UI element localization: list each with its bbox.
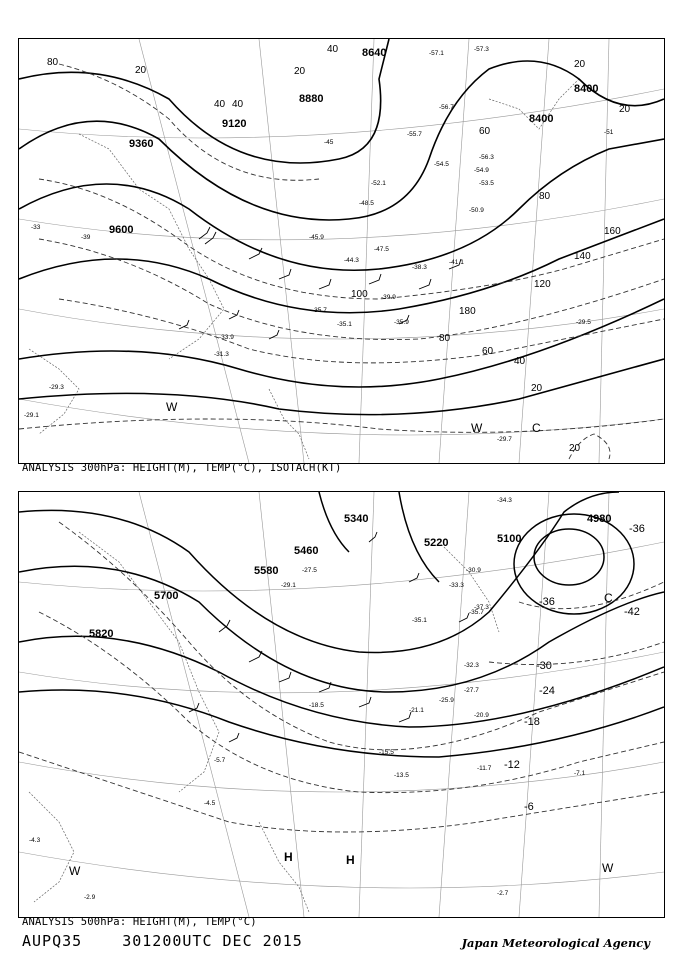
warm-region-marker: W — [471, 421, 483, 435]
chart-500hpa-caption: ANALYSIS 500hPa: HEIGHT(M), TEMP(°C) — [22, 916, 257, 928]
temp-label: -11.7 — [477, 765, 492, 772]
temp-label: -55.7 — [407, 131, 422, 138]
temp-label: -31.3 — [214, 351, 229, 358]
temp-label: -35.7 — [312, 307, 327, 314]
temp-label: -35.1 — [337, 321, 352, 328]
isotach-label: 20 — [294, 66, 306, 77]
coastlines — [29, 532, 499, 912]
height-label: 5340 — [344, 513, 369, 525]
temp-label: -41.1 — [449, 259, 464, 266]
temp-label: -39 — [81, 234, 91, 241]
graticule — [19, 39, 664, 463]
chart-300hpa-map — [19, 39, 664, 463]
temp-label: -35.7 — [469, 609, 484, 616]
temp-label: -47.5 — [374, 246, 389, 253]
isotherm-label: -18 — [524, 716, 540, 728]
temp-label: -2.9 — [84, 894, 96, 901]
temp-label: -37.3 — [474, 604, 489, 611]
temp-label: -21.1 — [409, 707, 424, 714]
height-label: 9360 — [129, 138, 154, 150]
temp-label: -57.3 — [474, 46, 489, 53]
height-label: 5100 — [497, 533, 522, 545]
high-pressure-marker: H — [346, 853, 355, 867]
isotherm-label: -12 — [504, 759, 520, 771]
temp-label: -51 — [604, 129, 614, 136]
isotach-label: 140 — [574, 251, 591, 262]
isotach-label: 160 — [604, 226, 621, 237]
height-label: 4980 — [587, 513, 612, 525]
temp-label: -33.9 — [219, 334, 234, 341]
isotherm-label: -36 — [539, 596, 555, 608]
temp-label: -38.3 — [412, 264, 427, 271]
temp-label: -29.1 — [281, 582, 296, 589]
height-label: 8400 — [529, 113, 554, 125]
temp-label: -44.3 — [344, 257, 359, 264]
isotach-label: 20 — [135, 65, 147, 76]
isotach-label: 60 — [482, 346, 494, 357]
height-label: 5700 — [154, 590, 179, 602]
isotherm-label: -24 — [539, 685, 555, 697]
isotach-label: 100 — [351, 289, 368, 300]
isotherm-label: -36 — [629, 523, 645, 535]
temp-label: -45 — [324, 139, 334, 146]
bulletin-header — [22, 932, 333, 950]
isotach-label: 20 — [619, 104, 631, 115]
warm-region-marker: W — [602, 861, 614, 875]
temp-label: -27.5 — [302, 567, 317, 574]
chart-300hpa-caption: ANALYSIS 300hPa: HEIGHT(M), TEMP(°C), ISOTACH(KT) — [22, 462, 342, 474]
isotach-label: 40 — [514, 356, 526, 367]
high-pressure-marker: H — [284, 850, 293, 864]
isotach-label: 40 — [327, 44, 339, 55]
isotach-label: 40 — [214, 99, 226, 110]
temp-label: -56.7 — [439, 104, 454, 111]
temp-label: -39.9 — [381, 294, 396, 301]
temp-label: -34.3 — [497, 497, 512, 504]
temp-label: -48.5 — [359, 200, 374, 207]
temp-label: -33 — [31, 224, 41, 231]
temp-label: -54.9 — [474, 167, 489, 174]
warm-region-marker: W — [166, 400, 178, 414]
isotach-label: 20 — [574, 59, 586, 70]
height-label: 5820 — [89, 628, 114, 640]
temp-label: -4.3 — [29, 837, 41, 844]
temp-label: -35.9 — [394, 319, 409, 326]
isotherm-label: -42 — [624, 606, 640, 618]
temp-label: -32.3 — [464, 662, 479, 669]
chart-300hpa — [18, 38, 665, 464]
temp-label: -4.5 — [204, 800, 216, 807]
temp-label: -53.5 — [479, 180, 494, 187]
isotach-label: 180 — [459, 306, 476, 317]
chart-500hpa — [18, 491, 665, 918]
temp-label: -57.1 — [429, 50, 444, 57]
temp-label: -7.1 — [574, 770, 586, 777]
isotach-label: 80 — [439, 333, 451, 344]
temp-label: -54.5 — [434, 161, 449, 168]
temp-label: -27.7 — [464, 687, 479, 694]
height-label: 5460 — [294, 545, 319, 557]
temp-label: -56.3 — [479, 154, 494, 161]
temp-label: -20.9 — [474, 712, 489, 719]
chart-500hpa-map — [19, 492, 664, 917]
bulletin-code: AUPQ35 — [22, 932, 83, 950]
cold-region-marker: C — [604, 591, 613, 605]
height-label: 8640 — [362, 47, 387, 59]
isotach-label: 40 — [232, 99, 244, 110]
isotach-label: 60 — [479, 126, 491, 137]
warm-region-marker: W — [69, 864, 81, 878]
temp-label: -29.3 — [49, 384, 64, 391]
wind-barbs — [189, 532, 469, 742]
temp-label: -30.9 — [466, 567, 481, 574]
temp-label: -29.5 — [576, 319, 591, 326]
temp-label: -33.3 — [449, 582, 464, 589]
graticule — [19, 492, 664, 917]
temp-label: -50.9 — [469, 207, 484, 214]
cold-region-marker: C — [532, 421, 541, 435]
temp-label: -5.7 — [214, 757, 226, 764]
temp-label: -25.9 — [439, 697, 454, 704]
temp-label: -29.1 — [24, 412, 39, 419]
height-label: 5220 — [424, 537, 449, 549]
isotach-label: 20 — [569, 443, 581, 454]
temp-label: -18.5 — [309, 702, 324, 709]
agency-credit: Japan Meteorological Agency — [461, 936, 650, 950]
wind-barbs — [179, 227, 461, 339]
temp-label: -29.7 — [497, 436, 512, 443]
isotherms — [19, 522, 664, 832]
isotach-label: 80 — [47, 57, 59, 68]
valid-datetime: 301200UTC DEC 2015 — [122, 932, 303, 950]
temp-label: -15.5 — [379, 749, 394, 756]
temp-label: -45.9 — [309, 234, 324, 241]
isotherm-label: -30 — [536, 660, 552, 672]
height-contours — [19, 492, 664, 757]
height-label: 9600 — [109, 224, 134, 236]
isotherm-label: -6 — [524, 801, 534, 813]
height-label: 8400 — [574, 83, 599, 95]
temp-label: -13.5 — [394, 772, 409, 779]
height-label: 9120 — [222, 118, 247, 130]
temp-label: -2.7 — [497, 890, 509, 897]
temp-label: -35.1 — [412, 617, 427, 624]
height-label: 5580 — [254, 565, 279, 577]
temp-label: -52.1 — [371, 180, 386, 187]
isotach-label: 80 — [539, 191, 551, 202]
isotach-label: 120 — [534, 279, 551, 290]
isotach-label: 20 — [531, 383, 543, 394]
height-label: 8880 — [299, 93, 324, 105]
